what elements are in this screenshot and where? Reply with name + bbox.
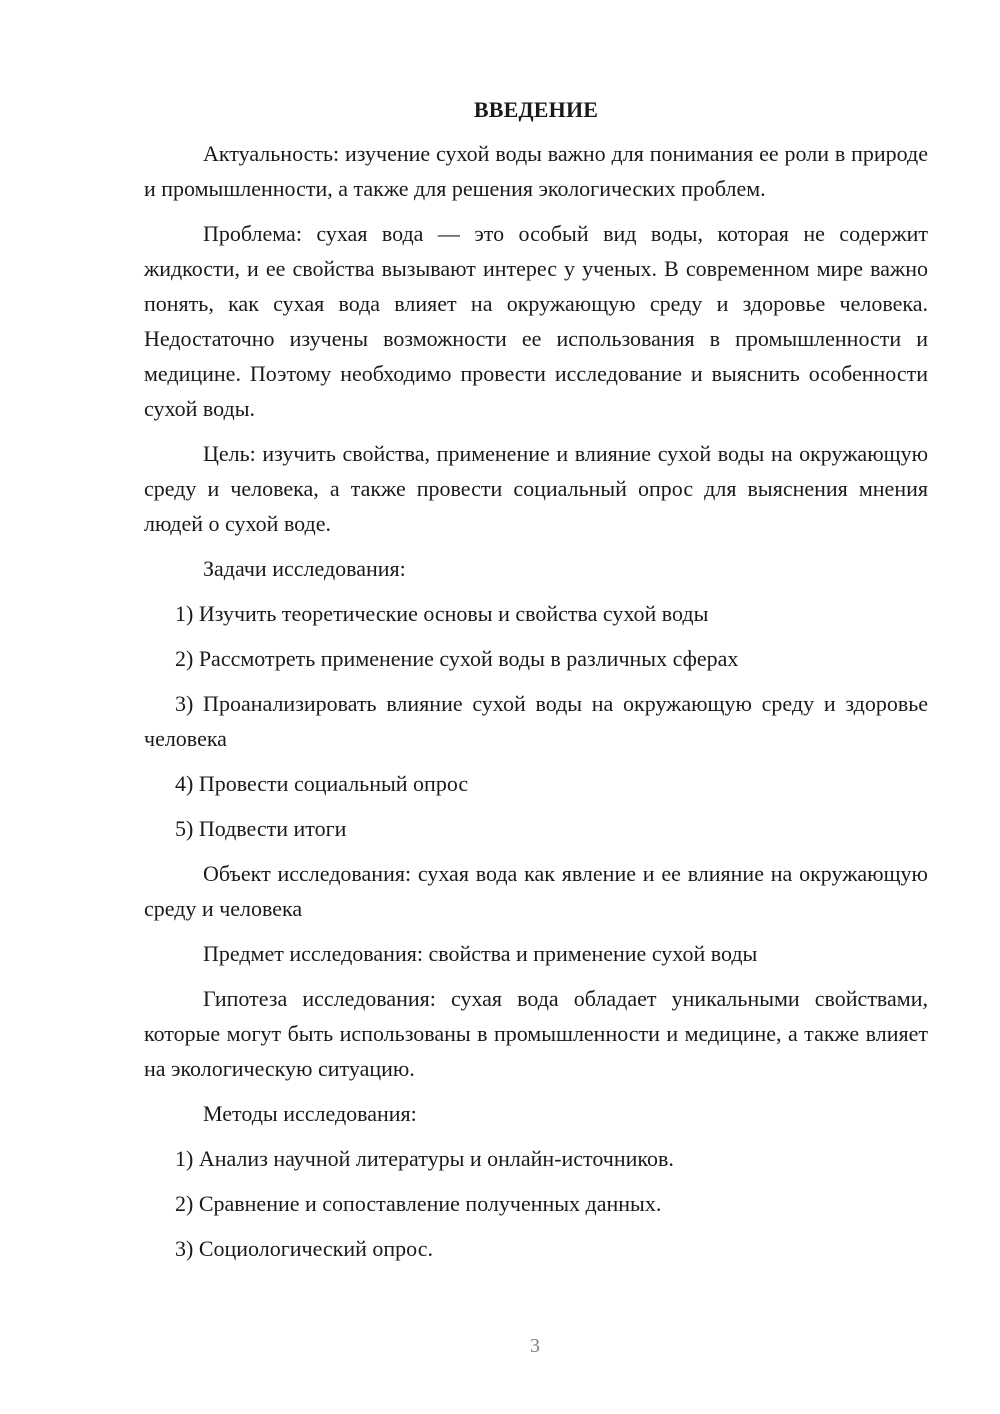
task-item: 3) Проанализировать влияние сухой воды на окружающую среду и здоровье человека xyxy=(144,691,928,751)
task-item: 4) Провести социальный опрос xyxy=(175,771,469,796)
method-item: 1) Анализ научной литературы и онлайн-источников. xyxy=(175,1146,674,1171)
page-content xyxy=(144,94,928,1276)
problem-paragraph: Проблема: сухая вода — это особый вид воды, которая не содержит жидкости, и ее свойства вызывают интерес у ученых. В современном мире важно понять, как сухая вода влияет на окружающую среду и здоровье человека. Недостаточно изучены возможности ее использования в промышленности и медицине. Поэтому необходимо провести исследование и выяснить особенности сухой воды. xyxy=(144,221,928,421)
method-item: 2) Сравнение и сопоставление полученных данных. xyxy=(175,1191,662,1216)
relevance-paragraph: Актуальность: изучение сухой воды важно для понимания ее роли в природе и промышленности, а также для решения экологических проблем. xyxy=(144,141,928,201)
hypothesis-paragraph: Гипотеза исследования: сухая вода обладает уникальными свойствами, которые могут быть использованы в промышленности и медицине, а также влияет на экологическую ситуацию. xyxy=(144,986,928,1081)
task-item: 5) Подвести итоги xyxy=(175,816,347,841)
page-number: 3 xyxy=(530,1335,540,1357)
task-item: 2) Рассмотреть применение сухой воды в различных сферах xyxy=(175,646,739,671)
method-item: 3) Социологический опрос. xyxy=(175,1236,433,1261)
subject-paragraph: Предмет исследования: свойства и применение сухой воды xyxy=(203,941,758,966)
goal-paragraph: Цель: изучить свойства, применение и влияние сухой воды на окружающую среду и человека, а также провести социальный опрос для выяснения мнения людей о сухой воде. xyxy=(144,441,928,536)
task-item: 1) Изучить теоретические основы и свойства сухой воды xyxy=(175,601,709,626)
methods-title: Методы исследования: xyxy=(203,1101,417,1126)
section-heading: ВВЕДЕНИЕ xyxy=(473,97,599,122)
tasks-title: Задачи исследования: xyxy=(203,556,406,581)
object-paragraph: Объект исследования: сухая вода как явление и ее влияние на окружающую среду и человека xyxy=(144,861,928,921)
